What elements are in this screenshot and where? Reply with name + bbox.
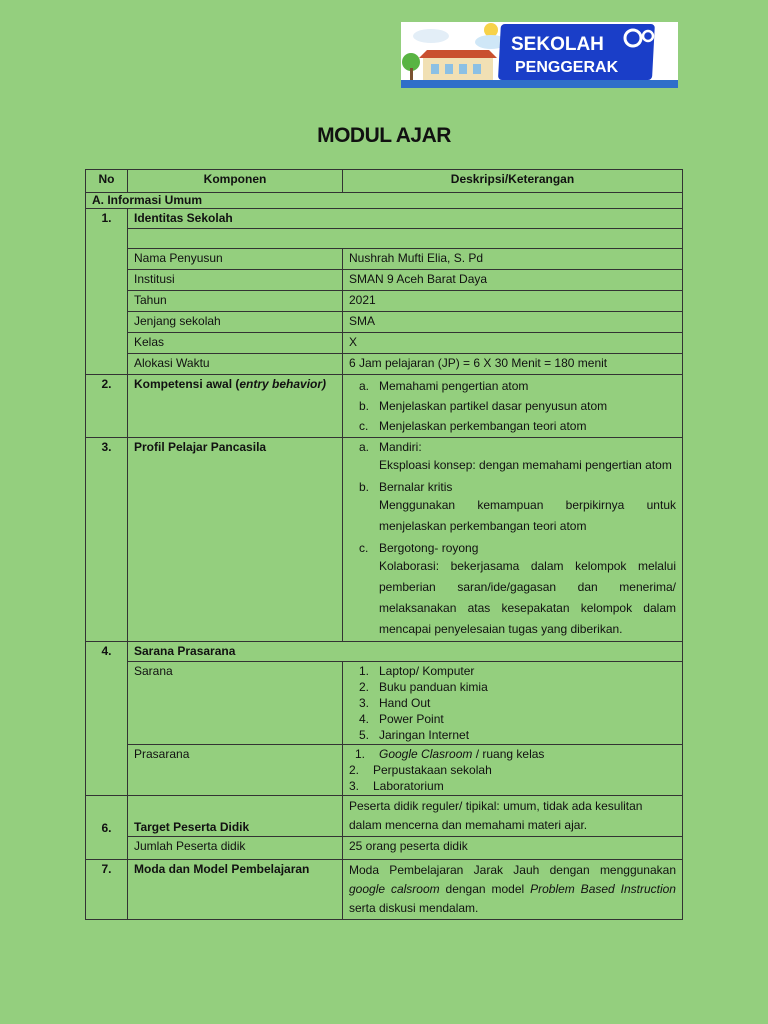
list-item: 1. Google Clasroom / ruang kelas [355,747,545,761]
s3-title: Profil Pelajar Pancasila [128,438,343,642]
target-row [86,796,683,837]
table-row [86,270,683,291]
list-item: 2. Perpustakaan sekolah [349,763,492,777]
profil-row [86,438,683,642]
s7-no: 7. [86,860,128,920]
table-row [86,291,683,312]
list-item: a. Mandiri: Eksploasi konsep: dengan memahami pengertian atom [359,440,672,472]
prasarana-row [86,745,683,796]
s3-desc [343,438,683,642]
s6-no: 6. [86,796,128,860]
moda-row [86,860,683,920]
sarana-title-row [86,642,683,662]
logo-text-penggerak: PENGGERAK [515,59,619,76]
section-a-row [86,193,683,209]
row-label: Tahun [128,291,343,312]
list-item: b. Menjelaskan partikel dasar penyusun atom [359,399,608,413]
sarana-label: Sarana [128,662,343,745]
table-header-row [86,170,683,193]
jumlah-value: 25 orang peserta didik [343,837,683,860]
s2-no: 2. [86,375,128,438]
row-label: Kelas [128,333,343,354]
sarana-list [343,662,683,745]
page-title: MODUL AJAR [317,124,451,147]
header-deskripsi: Deskripsi/Keterangan [343,170,683,193]
row-value: SMA [343,312,683,333]
s3-no: 3. [86,438,128,642]
s2-title: Kompetensi awal (entry behavior) [128,375,343,438]
kompetensi-row [86,375,683,438]
s6-title: Target Peserta Didik [128,796,343,837]
row-value: 6 Jam pelajaran (JP) = 6 X 30 Menit = 180 menit [343,354,683,375]
jumlah-row [86,837,683,860]
s2-desc [343,375,683,438]
table-row [86,312,683,333]
s7-title: Moda dan Model Pembelajaran [128,860,343,920]
sekolah-penggerak-logo [401,22,678,88]
s7-desc: Moda Pembelajaran Jarak Jauh dengan menggunakan google calsroom dengan model Problem Based Instruction serta diskusi mendalam. [343,860,683,920]
list-item: 3. Hand Out [359,696,431,710]
list-item: 2. Buku panduan kimia [359,680,488,694]
list-item: 5. Jaringan Internet [359,728,470,742]
prasarana-list [343,745,683,796]
s1-no: 1. [86,209,128,375]
sarana-row [86,662,683,745]
section-a-title: A. Informasi Umum [86,193,683,209]
list-item: a. Memahami pengertian atom [359,379,529,393]
table-row [86,333,683,354]
row-label: Alokasi Waktu [128,354,343,375]
table-row [86,354,683,375]
logo-text-sekolah: SEKOLAH [511,34,604,55]
row-label: Nama Penyusun [128,249,343,270]
modul-table [85,169,683,920]
identitas-blank-row [86,229,683,249]
list-item: 1. Laptop/ Komputer [359,664,475,678]
s4-no: 4. [86,642,128,796]
prasarana-label: Prasarana [128,745,343,796]
row-value: 2021 [343,291,683,312]
row-value: SMAN 9 Aceh Barat Daya [343,270,683,291]
identitas-title-row [86,209,683,229]
header-no: No [86,170,128,193]
list-item: b. Bernalar kritis Menggunakan kemampuan berpikirnya untuk menjelaskan perkembangan teori atom [359,480,676,533]
row-label: Institusi [128,270,343,291]
list-item: c. Bergotong- royong Kolaborasi: bekerjasama dalam kelompok melalui pemberian saran/ide/gagasan dan menerima/ melaksanakan atas kesepakatan kelompok dalam mencapai penyelesaian tugas yang diberikan. [359,541,676,636]
s1-blank [128,229,683,249]
row-value: Nushrah Mufti Elia, S. Pd [343,249,683,270]
row-value: X [343,333,683,354]
table-row [86,249,683,270]
jumlah-label: Jumlah Peserta didik [128,837,343,860]
s4-title: Sarana Prasarana [128,642,683,662]
s6-desc: Peserta didik reguler/ tipikal: umum, tidak ada kesulitan dalam mencerna dan memahami materi ajar. [343,796,683,837]
header-komponen: Komponen [128,170,343,193]
list-item: c. Menjelaskan perkembangan teori atom [359,419,587,433]
list-item: 4. Power Point [359,712,444,726]
row-label: Jenjang sekolah [128,312,343,333]
list-item: 3. Laboratorium [349,779,444,793]
s1-title: Identitas Sekolah [128,209,683,229]
